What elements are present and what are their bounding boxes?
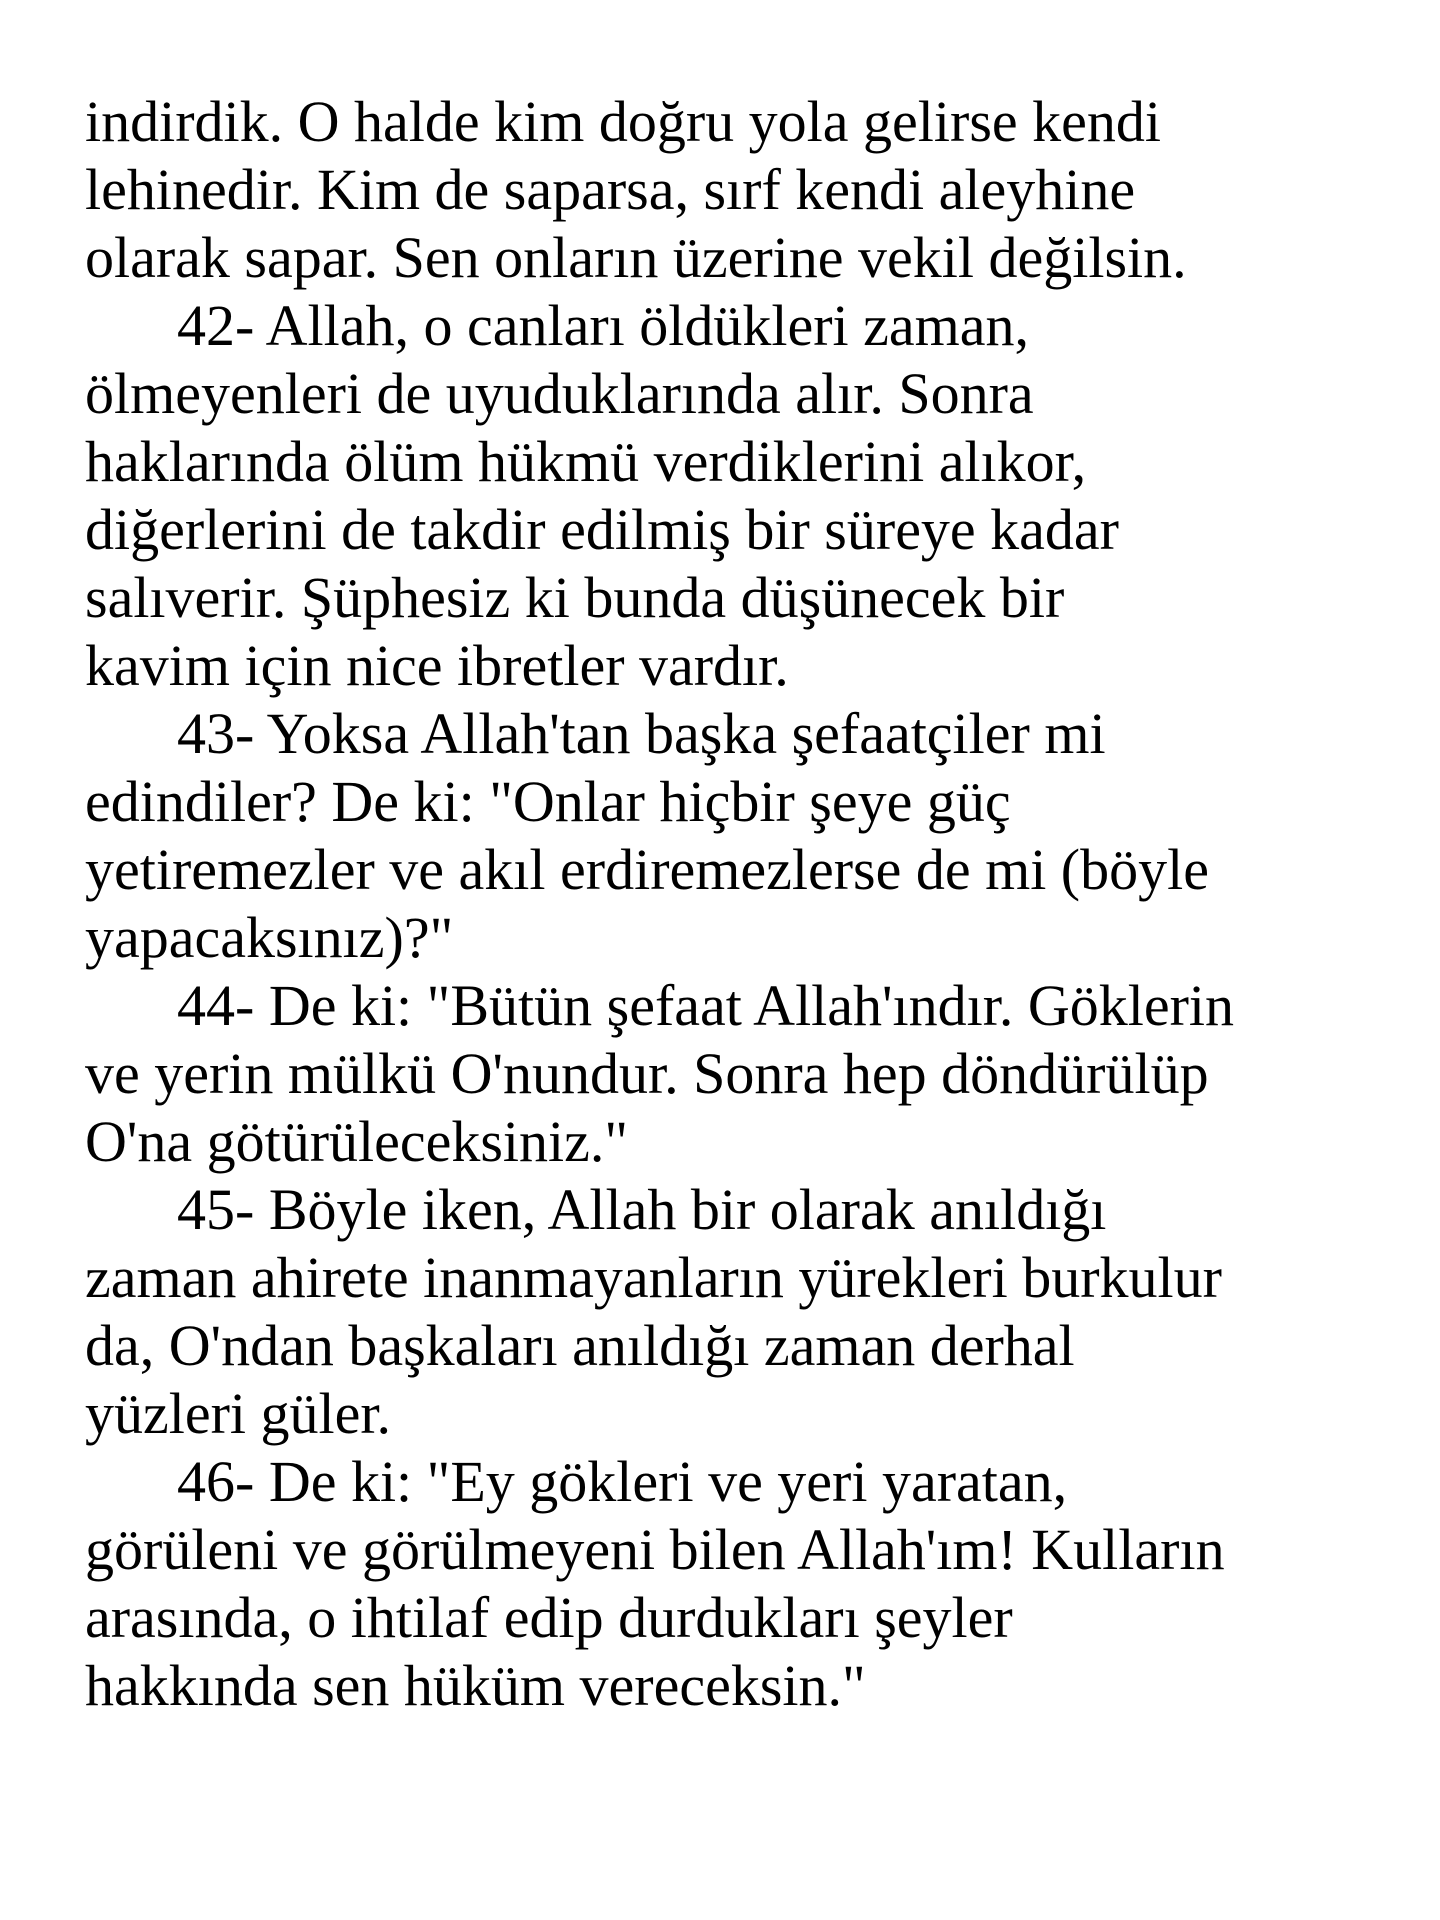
verse-42 [85,292,1385,700]
text-line: görüleni ve görülmeyeni bilen Allah'ım! Kulların [85,1517,1225,1582]
verse-45 [85,1176,1385,1448]
text-line: haklarında ölüm hükmü verdiklerini alıkor, [85,429,1087,494]
verse-46 [85,1448,1385,1720]
paragraph-continuation [85,88,1385,292]
verse-44 [85,972,1385,1176]
text-line: hakkında sen hüküm vereceksin." [85,1653,866,1718]
text-line: yapacaksınız)?" [85,905,454,970]
text-line: zaman ahirete inanmayanların yürekleri burkulur [85,1245,1222,1310]
text-line: 44- De ki: "Bütün şefaat Allah'ındır. Göklerin [177,973,1234,1038]
text-line: salıverir. Şüphesiz ki bunda düşünecek bir [85,565,1065,630]
text-line: diğerlerini de takdir edilmiş bir süreye kadar [85,497,1119,562]
text-line: olarak sapar. Sen onların üzerine vekil değilsin. [85,225,1187,290]
text-line: da, O'ndan başkaları anıldığı zaman derhal [85,1313,1075,1378]
text-line: kavim için nice ibretler vardır. [85,633,789,698]
text-line: yetiremezler ve akıl erdiremezlerse de mi (böyle [85,837,1209,902]
text-line: O'na götürüleceksiniz." [85,1109,629,1174]
text-line: 42- Allah, o canları öldükleri zaman, [177,293,1029,358]
text-line: indirdik. O halde kim doğru yola gelirse kendi [85,89,1162,154]
text-line: arasında, o ihtilaf edip durdukları şeyler [85,1585,1013,1650]
text-line: yüzleri güler. [85,1381,392,1446]
text-line: edindiler? De ki: "Onlar hiçbir şeye güç [85,769,1011,834]
text-line: 45- Böyle iken, Allah bir olarak anıldığı [177,1177,1107,1242]
verse-43 [85,700,1385,972]
text-line: ve yerin mülkü O'nundur. Sonra hep döndürülüp [85,1041,1209,1106]
text-line: ölmeyenleri de uyuduklarında alır. Sonra [85,361,1034,426]
text-line: 43- Yoksa Allah'tan başka şefaatçiler mi [177,701,1106,766]
document-page [85,88,1385,1720]
text-line: 46- De ki: "Ey gökleri ve yeri yaratan, [177,1449,1068,1514]
text-line: lehinedir. Kim de saparsa, sırf kendi aleyhine [85,157,1136,222]
